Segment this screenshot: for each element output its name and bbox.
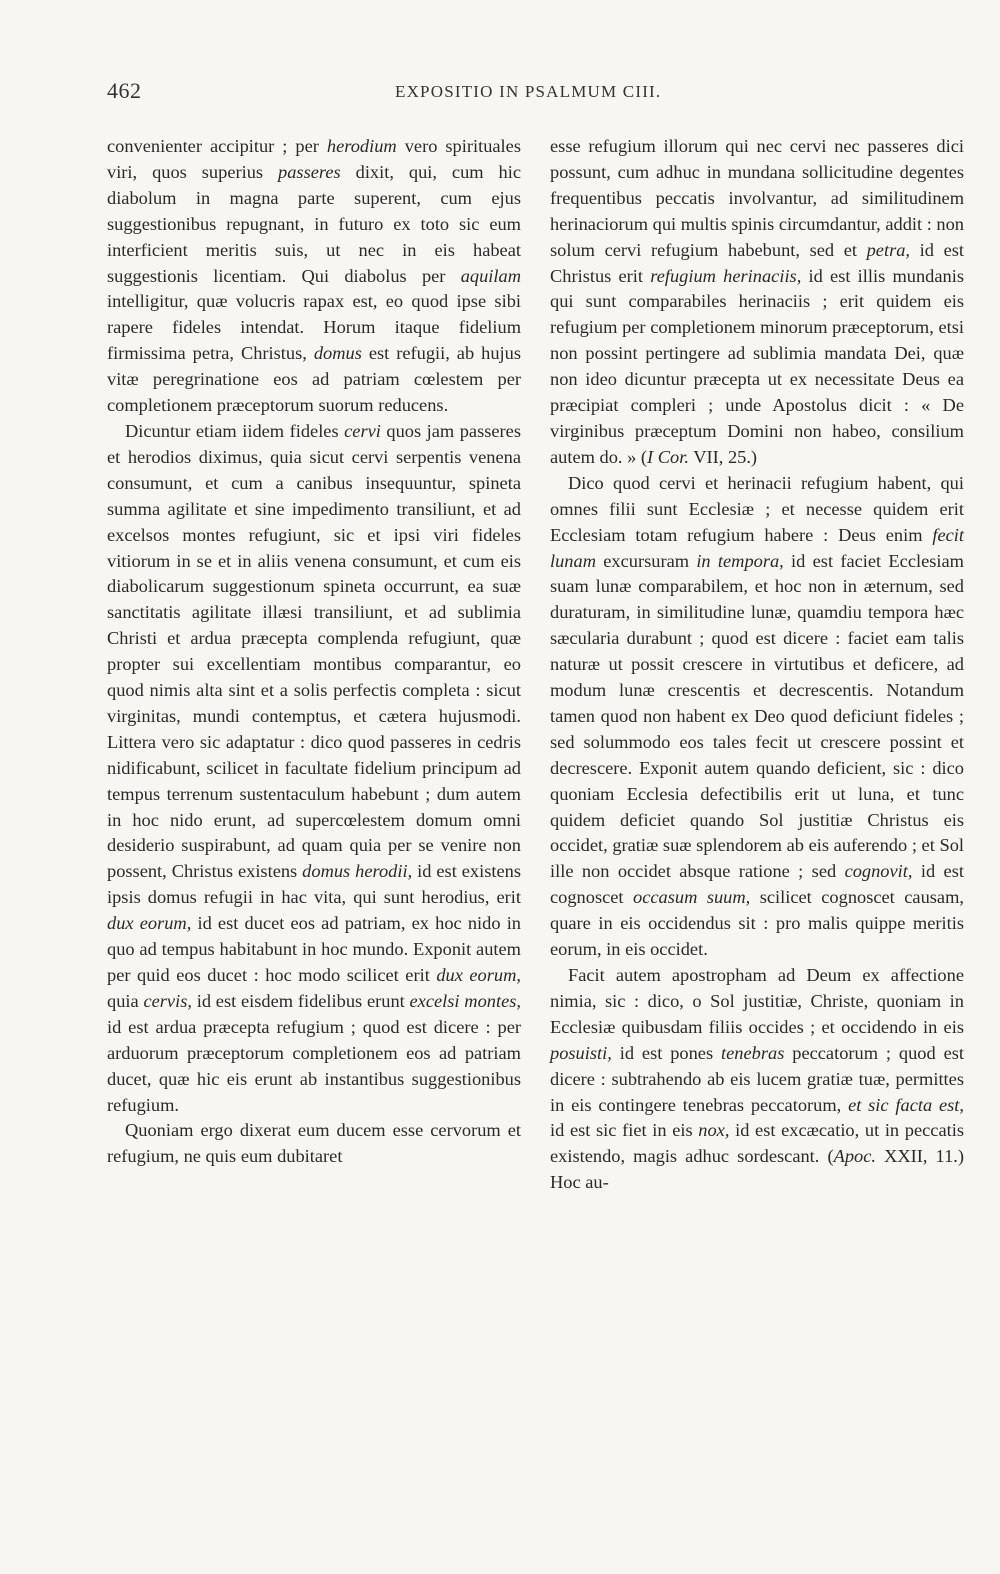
page-number: 462 bbox=[107, 78, 142, 103]
paragraph: Dico quod cervi et herinacii refugium habent, qui omnes filii sunt Ecclesiæ ; et necesse quidem erit Ecclesiam totam refugium habere : Deus enim fecit lunam excursuram in tempora, id est faciet Ecclesiam suam lunæ comparabilem, et hoc non in æternum, sed duraturam, in similitudine lunæ, quamdiu tempora hæc sæcularia durabunt ; quod est dicere : faciet eam talis naturæ ut possit crescere in virtutibus et deficere, ad modum lunæ crescentis et decrescentis. Notandum tamen quod non habent ex Deo quod deficiunt fideles ; sed solummodo eos tales fecit ut crescere possint et decrescere. Exponit autem quando deficient, sic : dico quoniam Ecclesia defectibilis erit ut luna, et tunc quidem deficiet quando Sol justitiæ Christus eis occidet, gratiæ suæ splendorem ab eis auferendo ; et Sol ille non occidet absque ratione ; sed cognovit, id est cognoscet occasum suum, scilicet cognoscet causam, quare in eis occidendus sit : pro malis quippe meritis eorum, in eis occidet. bbox=[550, 472, 965, 960]
paragraph: esse refugium illorum qui nec cervi nec passeres dici possunt, cum adhuc in mundana sollicitudine degentes frequentibus peccatis involvantur, ad similitudinem herinaciorum qui multis spinis circumdantur, addit : non solum cervi refugium habebunt, sed et petra, id est Christus erit refugium herinaciis, id est illis mundanis qui sunt comparabiles herinaciis ; erit quidem eis refugium per completionem minorum præceptorum, etsi non possint pertingere ad sublimia mandata Dei, quæ non ideo dicuntur præcepta ut ex necessitate Deus ea præcipiat compleri ; unde Apostolus dicit : « De virginibus præceptum Domini non habeo, consilium autem do. » (I Cor. VII, 25.) bbox=[550, 136, 965, 467]
paragraph: Facit autem apostropham ad Deum ex affectione nimia, sic : dico, o Sol justitiæ, Christe, quoniam in Ecclesiæ quibusdam filiis occides ; et occidendo in eis posuisti, id est pones tenebras peccatorum ; quod est dicere : subtrahendo ab eis lucem gratiæ tuæ, permittes in eis contingere tenebras peccatorum, et sic facta est, id est sic fiet in eis nox, id est excæcatio, ut in peccatis existendo, magis adhuc sordescant. (Apoc. XXII, 11.) Hoc au- bbox=[550, 965, 965, 1193]
running-head: EXPOSITIO IN PSALMUM CIII. bbox=[395, 82, 662, 101]
left-column bbox=[107, 134, 521, 1170]
paragraph: convenienter accipitur ; per herodium vero spirituales viri, quos superius passeres dixit, qui, cum hic diabolum in magna parte superent, cum ejus suggestionibus repugnant, in futuro ex toto sic eum interficient meritis suis, ut nec in eis habeat suggestionis licentiam. Qui diabolus per aquilam intelligitur, quæ volucris rapax est, eo quod ipse sibi rapere fideles intendat. Horum itaque fidelium firmissima petra, Christus, domus est refugii, ab hujus vitæ peregrinatione eos ad patriam cœlestem per completionem præceptorum suorum reducens. bbox=[107, 136, 522, 416]
right-column bbox=[550, 134, 964, 1196]
paragraph: Quoniam ergo dixerat eum ducem esse cervorum et refugium, ne quis eum dubitaret bbox=[107, 1120, 521, 1167]
paragraph: Dicuntur etiam iidem fideles cervi quos jam passeres et herodios diximus, quia sicut cervi serpentis venena consumunt, et cum a canibus insequuntur, spineta summa agilitate et sine impedimento transiliunt, et ad excelsos montes refugiunt, sic et ipsi viri fideles vitiorum in se et in aliis venena consumunt, et cum eis diabolicarum suggestionum spineta occurrunt, ea suæ sanctitatis agilitate illæsi transiliunt, et ad sublimia Christi et ardua præcepta complenda refugiunt, quæ propter sui excellentiam montibus comparantur, eo quod nimis alta sint et a solis perfectis completa : sicut virginitas, mundi contemptus, et cætera hujusmodi. Littera vero sic adaptatur : dico quod passeres in cedris nidificabunt, scilicet in facultate fidelium principum ad tempus terrenum sustentaculum habebunt ; dum autem in hoc nido erunt, ad supercœlestem domum omni desiderio suspirabunt, ad quam quia per se venire non possent, Christus existens domus herodii, id est existens ipsis domus refugii in hac vita, qui sunt herodius, erit dux eorum, id est ducet eos ad patriam, ex hoc nido in quo ad tempus habitabunt in hoc mundo. Exponit autem per quid eos ducet : hoc modo scilicet erit dux eorum, quia cervis, id est eisdem fidelibus erunt excelsi montes, id est ardua præcepta refugium ; quod est dicere : per arduorum præceptorum completionem eos ad patriam ducet, quæ hic eis erunt ab instantibus suggestionibus refugium. bbox=[107, 420, 522, 1115]
